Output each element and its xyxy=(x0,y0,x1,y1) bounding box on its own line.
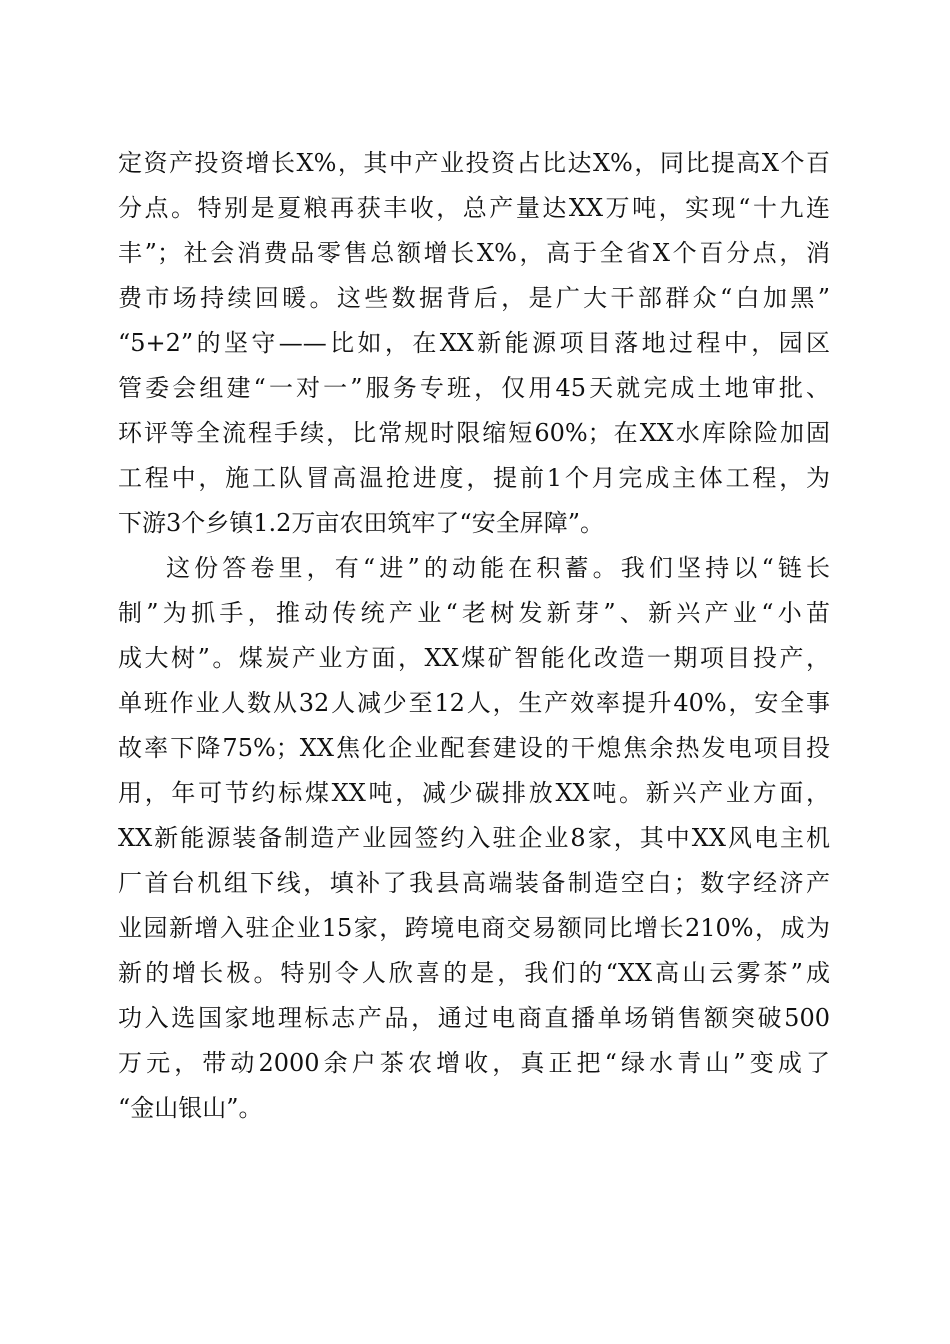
text-line: 故率下降75%；XX焦化企业配套建设的干熄焦余热发电项目投 xyxy=(118,734,830,762)
text-line: 业园新增入驻企业15家，跨境电商交易额同比增长210%，成为 xyxy=(118,914,830,942)
text-line: 万元，带动2000余户茶农增收，真正把“绿水青山”变成了 xyxy=(118,1049,830,1077)
text-line: 丰”；社会消费品零售总额增长X%，高于全省X个百分点，消 xyxy=(118,239,830,267)
text-line: XX新能源装备制造产业园签约入驻企业8家，其中XX风电主机 xyxy=(118,824,830,852)
text-line: 分点。特别是夏粮再获丰收，总产量达XX万吨，实现“十九连 xyxy=(118,194,830,222)
text-line: 费市场持续回暖。这些数据背后，是广大干部群众“白加黑” xyxy=(118,284,830,312)
text-line: 环评等全流程手续，比常规时限缩短60%；在XX水库除险加固 xyxy=(118,419,830,447)
text-line: 工程中，施工队冒高温抢进度，提前1个月完成主体工程，为 xyxy=(118,464,830,492)
text-line: “5+2”的坚守——比如，在XX新能源项目落地过程中，园区 xyxy=(118,329,830,357)
text-line: 单班作业人数从32人减少至12人，生产效率提升40%，安全事 xyxy=(118,689,830,717)
text-line-first: 这份答卷里，有“进”的动能在积蓄。我们坚持以“链长 xyxy=(166,554,830,582)
text-line: 管委会组建“一对一”服务专班，仅用45天就完成土地审批、 xyxy=(118,374,830,402)
text-line: “金山银山”。 xyxy=(118,1094,263,1122)
paragraph-economic-data xyxy=(118,141,830,546)
text-line: 厂首台机组下线，填补了我县高端装备制造空白；数字经济产 xyxy=(118,869,830,897)
paragraph-industry-momentum xyxy=(118,546,830,1131)
text-line: 新的增长极。特别令人欣喜的是，我们的“XX高山云雾茶”成 xyxy=(118,959,830,987)
text-line: 定资产投资增长X%，其中产业投资占比达X%，同比提高X个百 xyxy=(118,149,830,177)
text-line: 制”为抓手，推动传统产业“老树发新芽”、新兴产业“小苗 xyxy=(118,599,830,627)
text-line: 成大树”。煤炭产业方面，XX煤矿智能化改造一期项目投产， xyxy=(118,644,830,672)
text-line: 功入选国家地理标志产品，通过电商直播单场销售额突破500 xyxy=(118,1004,830,1032)
text-line: 用，年可节约标煤XX吨，减少碳排放XX吨。新兴产业方面， xyxy=(118,779,830,807)
text-line: 下游3个乡镇1.2万亩农田筑牢了“安全屏障”。 xyxy=(118,509,604,537)
